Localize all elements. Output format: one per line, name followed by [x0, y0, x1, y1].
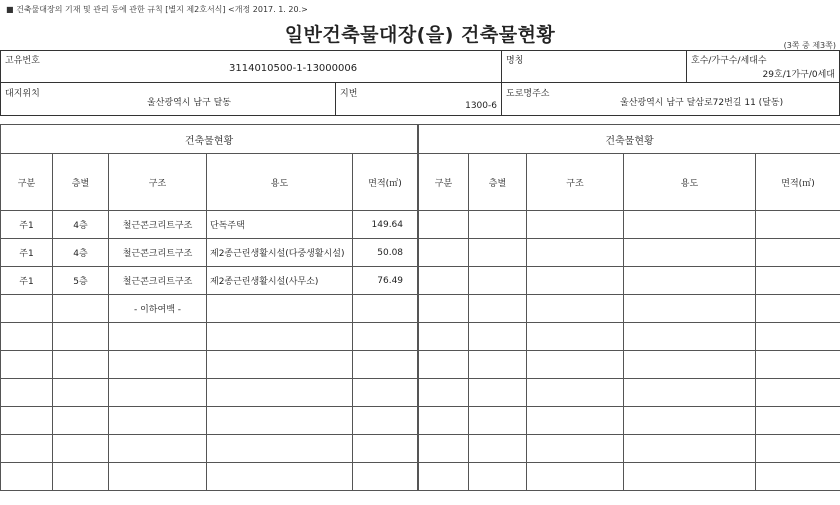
empty-cell	[53, 407, 109, 435]
row-structure: 철근콘크리트구조	[109, 211, 207, 239]
table-row	[419, 267, 840, 295]
row-usage	[207, 295, 353, 323]
row-area: 76.49	[353, 267, 418, 295]
empty-cell	[469, 379, 527, 407]
empty-cell	[1, 379, 53, 407]
road-address-label: 도로명주소	[506, 89, 550, 99]
table-row	[1, 211, 418, 239]
header-floor: 층별	[53, 154, 109, 211]
empty-cell	[469, 407, 527, 435]
row-structure: 철근콘크리트구조	[109, 267, 207, 295]
header-area: 면적(㎡)	[756, 154, 840, 211]
id-label: 고유번호	[5, 56, 40, 66]
empty-cell	[109, 435, 207, 463]
empty-cell	[353, 435, 418, 463]
table-row	[1, 267, 418, 295]
lot-cell	[335, 82, 502, 116]
empty-cell	[1, 351, 53, 379]
empty-cell	[527, 295, 624, 323]
empty-cell	[109, 379, 207, 407]
table-row	[419, 463, 840, 491]
empty-cell	[624, 463, 756, 491]
empty-cell	[624, 211, 756, 239]
table-row	[1, 295, 418, 323]
row-usage: 제2종근린생활시설(다중생활시설)	[207, 239, 353, 267]
table-row	[1, 239, 418, 267]
empty-cell	[53, 463, 109, 491]
header-usage: 용도	[207, 154, 353, 211]
empty-cell	[353, 323, 418, 351]
empty-cell	[624, 239, 756, 267]
empty-cell	[207, 323, 353, 351]
empty-cell	[527, 239, 624, 267]
empty-cell	[469, 295, 527, 323]
building-status-table-left	[0, 124, 418, 491]
empty-cell	[53, 435, 109, 463]
header-category: 구분	[1, 154, 53, 211]
page-info: (3쪽 중 제3쪽)	[783, 41, 836, 50]
row-area: 149.64	[353, 211, 418, 239]
empty-cell	[756, 295, 840, 323]
empty-cell	[756, 463, 840, 491]
table-row	[1, 323, 418, 351]
empty-cell	[419, 351, 469, 379]
empty-cell	[756, 351, 840, 379]
empty-cell	[527, 351, 624, 379]
empty-cell	[527, 379, 624, 407]
empty-cell	[419, 379, 469, 407]
site-cell	[0, 82, 336, 116]
empty-cell	[353, 463, 418, 491]
empty-cell	[419, 435, 469, 463]
empty-cell	[624, 323, 756, 351]
row-area: 50.08	[353, 239, 418, 267]
empty-cell	[469, 323, 527, 351]
road-address-cell	[501, 82, 840, 116]
table-row	[419, 295, 840, 323]
empty-cell	[419, 407, 469, 435]
row-floor: 4층	[53, 239, 109, 267]
table-row	[1, 435, 418, 463]
table-row	[419, 351, 840, 379]
empty-cell	[207, 463, 353, 491]
empty-cell	[527, 211, 624, 239]
empty-cell	[207, 379, 353, 407]
empty-cell	[756, 239, 840, 267]
lot-label: 지번	[340, 89, 358, 99]
empty-cell	[1, 435, 53, 463]
empty-cell	[1, 323, 53, 351]
row-area	[353, 295, 418, 323]
row-category: 주1	[1, 239, 53, 267]
empty-cell	[756, 407, 840, 435]
table-row	[1, 463, 418, 491]
empty-cell	[756, 211, 840, 239]
empty-cell	[53, 379, 109, 407]
empty-cell	[469, 239, 527, 267]
empty-cell	[527, 323, 624, 351]
table-row	[419, 435, 840, 463]
empty-cell	[624, 267, 756, 295]
empty-cell	[207, 435, 353, 463]
table-row	[1, 379, 418, 407]
header-floor: 층별	[469, 154, 527, 211]
header-category: 구분	[419, 154, 469, 211]
units-label: 호수/가구수/세대수	[691, 56, 767, 66]
empty-cell	[207, 407, 353, 435]
page-title: 일반건축물대장(을) 건축물현황	[284, 24, 556, 46]
empty-cell	[527, 463, 624, 491]
empty-cell	[624, 435, 756, 463]
empty-cell	[469, 351, 527, 379]
empty-cell	[527, 435, 624, 463]
header-structure: 구조	[527, 154, 624, 211]
row-floor	[53, 295, 109, 323]
empty-cell	[109, 323, 207, 351]
id-cell	[0, 50, 502, 83]
header-structure: 구조	[109, 154, 207, 211]
row-floor: 4층	[53, 211, 109, 239]
empty-cell	[419, 323, 469, 351]
empty-cell	[756, 379, 840, 407]
empty-cell	[353, 407, 418, 435]
empty-cell	[53, 351, 109, 379]
header-usage: 용도	[624, 154, 756, 211]
empty-cell	[527, 407, 624, 435]
empty-cell	[527, 267, 624, 295]
empty-cell	[624, 407, 756, 435]
empty-cell	[207, 351, 353, 379]
empty-cell	[469, 267, 527, 295]
empty-cell	[469, 463, 527, 491]
site-value: 울산광역시 남구 달동	[147, 98, 231, 108]
empty-cell	[109, 351, 207, 379]
section-title-right: 건축물현황	[419, 125, 840, 154]
empty-cell	[1, 463, 53, 491]
name-cell	[501, 50, 687, 83]
form-regulation-note: ■ 건축물대장의 기재 및 관리 등에 관한 규칙 [별지 제2호서식] <개정 2017. 1. 20.>	[6, 5, 308, 14]
empty-cell	[624, 351, 756, 379]
empty-cell	[1, 407, 53, 435]
empty-cell	[756, 435, 840, 463]
table-row	[419, 407, 840, 435]
table-row	[419, 323, 840, 351]
row-category	[1, 295, 53, 323]
lot-value: 1300-6	[465, 101, 497, 111]
row-category: 주1	[1, 211, 53, 239]
id-value: 3114010500-1-13000006	[229, 63, 358, 74]
empty-cell	[109, 463, 207, 491]
empty-cell	[419, 463, 469, 491]
section-title-left: 건축물현황	[1, 125, 418, 154]
units-cell	[686, 50, 840, 83]
building-status-table-right	[418, 124, 840, 491]
table-row	[1, 407, 418, 435]
empty-cell	[624, 379, 756, 407]
row-usage: 단독주택	[207, 211, 353, 239]
table-row	[1, 351, 418, 379]
empty-cell	[756, 267, 840, 295]
empty-cell	[353, 351, 418, 379]
units-value: 29호/1가구/0세대	[762, 70, 835, 80]
row-floor: 5층	[53, 267, 109, 295]
empty-cell	[419, 267, 469, 295]
empty-cell	[419, 211, 469, 239]
road-address-value: 울산광역시 남구 달삼로72번길 11 (달동)	[620, 98, 784, 108]
table-row	[419, 211, 840, 239]
empty-cell	[109, 407, 207, 435]
empty-cell	[419, 239, 469, 267]
row-usage: 제2종근린생활시설(사무소)	[207, 267, 353, 295]
header-area: 면적(㎡)	[353, 154, 418, 211]
empty-cell	[756, 323, 840, 351]
row-structure: 철근콘크리트구조	[109, 239, 207, 267]
table-row	[419, 379, 840, 407]
empty-cell	[469, 435, 527, 463]
name-label: 명칭	[506, 56, 524, 66]
end-of-entries-note: - 이하여백 -	[109, 295, 207, 323]
empty-cell	[53, 323, 109, 351]
empty-cell	[353, 379, 418, 407]
table-row	[419, 239, 840, 267]
row-category: 주1	[1, 267, 53, 295]
empty-cell	[624, 295, 756, 323]
site-label: 대지위치	[5, 89, 40, 99]
empty-cell	[469, 211, 527, 239]
empty-cell	[419, 295, 469, 323]
